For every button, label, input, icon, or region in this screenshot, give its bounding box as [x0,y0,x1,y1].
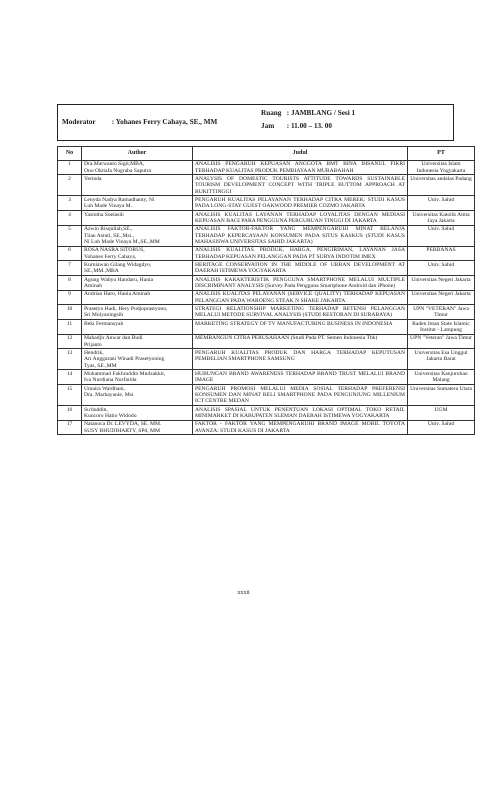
institution: Univ. Sahid [408,196,475,211]
paper-title: ANALISIS KUALITAS PRODUK, HARGA, PENGIRIMAN, LAYANAN JASA TERHADAP KEPUASAN PELANGGAN PADA PT SURYA INDOTIM IMEX [193,246,408,261]
author-name: SUSY BHUDIHARTY, SPd, MM [84,427,160,434]
table-row [58,211,475,226]
jam-line [261,122,332,130]
institution: Universitas Islam Indonesia Yogyakarta [408,160,475,175]
row-number: 16 [58,406,82,421]
author-name: Su'duddin, [84,406,108,413]
moderator-value: : Yohanes Ferry Cahaya, SE., MM [111,118,218,126]
table-row [58,290,475,305]
author-cell [82,160,193,175]
author-cell [82,334,193,349]
ruang-value: : JAMBLANG / Sesi 1 [286,109,356,117]
row-number: 6 [58,246,82,261]
author-cell [82,211,193,226]
author-name: Ari Anggarani Winadi Prasetyoning [84,356,165,363]
paper-title: STRATEGI RELATIONSHIP MARKETING TERHADAP RETENSI PELANGGAN MELALUI METODE SURVIVAL ANALYSIS (STUDI RESTORAN DI SURABAYA) [193,305,408,320]
ruang-label: Ruang [261,109,282,117]
paper-title: ANALISIS PENGARUH KEPUASAN ANGGOTA BMT BINA IHSANUL FIKRI TERHADAP KUALITAS PRODUK PEMBIAYAAN MURABAHAH [193,160,408,175]
author-name: Beki Fermansyah [84,320,124,327]
paper-title: ANALISIS KUALITAS PELAYANAN (SERVICE QUALITY) TERHADAP KEPUASAN PELANGGAN PADA WAROENG STEAK N SHAKE JAKARTA [193,290,408,305]
institution: Universitas Esa Unggul Jakarta Barat [408,349,475,370]
author-cell [82,385,193,406]
table-row [58,320,475,335]
institution: Universitas Negeri Jakarta [408,276,475,291]
row-number: 8 [58,276,82,291]
author-name: Kurniawan Gilang Widagdyo, [84,261,152,268]
paper-title: ANALISIS SPASIAL UNTUK PENENTUAN LOKASI OPTIMAL TOKO RETAIL MINIMARKET DI KABUPATEN SLEMAN DAERAH ISTIMEWA YOGYAKARTA [193,406,408,421]
author-name: Natanoca Dr. LEVYDA, SE. MM. [84,421,162,428]
institution: Universitas Sumatera Utara [408,385,475,406]
author-name: Luh Made Vinaya M. [84,203,133,210]
table-row [58,196,475,211]
author-name: Umaira Wardhani, [84,385,126,392]
author-name: Dra.Marwanto Sigit,MBA, [84,161,145,168]
institution: UPN "Veteran" Jawa Timur [408,334,475,349]
row-number: 2 [58,175,82,196]
table-body [58,160,475,435]
table-row [58,276,475,291]
institution: Univ. Sahid [408,420,475,435]
institution: Universitas Katolik Atma Jaya Jakarta [408,211,475,226]
author-name: Yasintha Soelasih [84,211,124,218]
row-number: 13 [58,349,82,370]
page-number: xxxii [237,590,250,596]
author-name: Kuncoro Hatio Widodo [84,412,137,419]
institution: Raden Intan State Islamic Institut - Lampung [408,320,475,335]
author-cell [82,370,193,385]
author-cell [82,420,193,435]
institution: Univ. Sahid [408,261,475,276]
jam-value: : 11.00 – 13. 00 [286,122,332,130]
author-cell [82,276,193,291]
table-row [58,349,475,370]
author-cell [82,175,193,196]
paper-title: PENGARUH KUALITAS PELAYANAN TERHADAP CITRA MEREK: STUDI KASUS PADA LONG-STAY GUEST OAKWOOD PREMIER COZMO JAKARTA [193,196,408,211]
col-header-no: No [58,147,82,161]
table-header-row [58,147,475,161]
table-row [58,175,475,196]
row-number: 3 [58,196,82,211]
ruang-line [261,109,355,117]
institution: Universitas andalas Padang [408,175,475,196]
author-cell [82,261,193,276]
author-name: Prijanto [84,341,102,348]
author-name: Prasetyo Hadi, Hery Pudjoprastyono, [84,306,168,312]
author-name: ROSA NASRA SITORUS, [84,247,145,254]
author-cell [82,196,193,211]
author-cell [82,225,193,246]
author-cell [82,246,193,261]
row-number: 1 [58,160,82,175]
author-cell [82,406,193,421]
table-row [58,225,475,246]
paper-title: ANALYSIS OF DOMESTIC TOURISTS ATTITUDE TOWARDS SUSTAINABLE TOURISM DEVELOPMENT CONCEPT WITH TRIPLE BUTTOM APPROACH AT BUKITTINGGI [193,175,408,196]
author-name: Dra. Marhayanie, Msi [84,391,134,398]
table-row [58,261,475,276]
author-name: Mahadjir Anwar dan Budi [84,335,143,342]
institution: Univ. Sahid [408,225,475,246]
author-name: Aminah [84,282,103,289]
table-row [58,246,475,261]
table-row [58,160,475,175]
table-row [58,305,475,320]
paper-title: MARKETING STRATEGY OF TV MANUFACTURING BUSINESS IN INDONESIA [193,320,408,335]
paper-title: ANALISIS KARAKTERISTIK PENGGUNA SMARTPHONE MELALUI MULTIPLE DISCRIMINANT ANALYSIS (Survey Pada Pengguna Smartphone Android dan iPhone) [193,276,408,291]
author-name: SE.,MM.,MBA [84,268,119,275]
paper-schedule-table [57,146,475,435]
row-number: 15 [58,385,82,406]
paper-title: ANALISIS KUALITAS LAYANAN TERHADAP LOYALITAS DENGAN MEDIASI KEPUASAN BAGI PARA PENGGUNA PERGURUAN TINGGI DI JAKARTA [193,211,408,226]
col-header-pt: PT [408,147,475,161]
author-name: Yerinda [84,176,102,182]
institution: PERBANAS [408,246,475,261]
author-cell [82,349,193,370]
paper-title: ANALISIS FAKTOR-FAKTOR YANG MEMPENGARUHI MINAT BELANJA TERHADAP KEPERCAYAAN KONSUMEN PADA SITUS KASKUS (STUDI KASUS MAHASISWA UNIVERSITAS SAHID JAKARTA) [193,225,408,246]
col-header-author: Author [82,147,193,161]
col-header-judul: Judul [193,147,408,161]
table-row [58,370,475,385]
row-number: 7 [58,261,82,276]
paper-title: PENGARUH PROMOSI MELALUI MEDIA SOSIAL TERHADAP PREFERENSI KONSUMEN DAN MINAT BELI SMARTPHONE PADA PENGUNJUNG MILLENIUM ICT CENTRE MEDAN [193,385,408,406]
author-name: Sri Mulyaningsih [84,312,124,319]
author-name: Agung Wahyu Handaru, Hania [84,276,154,283]
author-name: Ono Oktiafa Nugraha Saputra [84,167,151,174]
author-name: Andrian Haro, Hania Aminah [84,291,151,298]
author-name: Mohammad Fakhruddin Mudzakkir, [84,371,166,377]
row-number: 14 [58,370,82,385]
row-number: 9 [58,290,82,305]
jam-label: Jam [261,122,275,130]
paper-title: HUBUNGAN BRAND AWARENESS TERHADAP BRAND TRUST MELALUI BRAND IMAGE [193,370,408,385]
row-number: 11 [58,320,82,335]
author-name: Ni Luh Made Vinaya M.,SE.,MM [84,238,160,245]
institution: Universitas Negeri Jakarta [408,290,475,305]
row-number: 17 [58,420,82,435]
author-name: Yohanes Ferry Cahaya, [84,253,137,260]
table-row [58,420,475,435]
author-name: Lenyda Nadya Ramadhanty, Ni [84,196,155,203]
session-header [57,104,454,141]
author-name: Iva Nurdiana Nurfarida [84,377,137,384]
paper-title: HERITAGE CONSERVATION IN THE MIDDLE OF URBAN DEVELOPMENT AT DAERAH ISTIMEWA YOGYAKARTA [193,261,408,276]
paper-title: MEMBANGUN CITRA PERUSAHAAN (Studi Pada PT. Semen Indonesia Tbk) [193,334,408,349]
row-number: 5 [58,225,82,246]
institution: UGM [408,406,475,421]
author-name: Tyas, SE.,MM [84,362,117,369]
moderator-label: Moderator [62,118,96,126]
row-number: 4 [58,211,82,226]
row-number: 10 [58,305,82,320]
moderator-line [62,118,217,126]
author-cell [82,290,193,305]
author-name: Tiian Astuti, SE.,Msi., [84,232,134,239]
author-cell [82,305,193,320]
institution: UPN "VETERAN" Jawa Timur [408,305,475,320]
paper-title: PENGARUH KUALITAS PRODUK DAN HARGA TERHADAP KEPUTUSAN PEMBELIAN SMARTPHONE SAMSUNG [193,349,408,370]
paper-title: FAKTOR - FAKTOR YANG MEMPENGARUHI BRAND IMAGE MOBIL TOYOTA AVANZA: STUDI KASUS DI JAKARTA [193,420,408,435]
institution: Universitas Kanjuruhan Malang [408,370,475,385]
table-row [58,334,475,349]
author-name: Azwin Risqullah,SE., [84,226,133,233]
table-row [58,406,475,421]
row-number: 12 [58,334,82,349]
table-row [58,385,475,406]
author-name: Hendrik, [84,350,104,357]
author-cell [82,320,193,335]
